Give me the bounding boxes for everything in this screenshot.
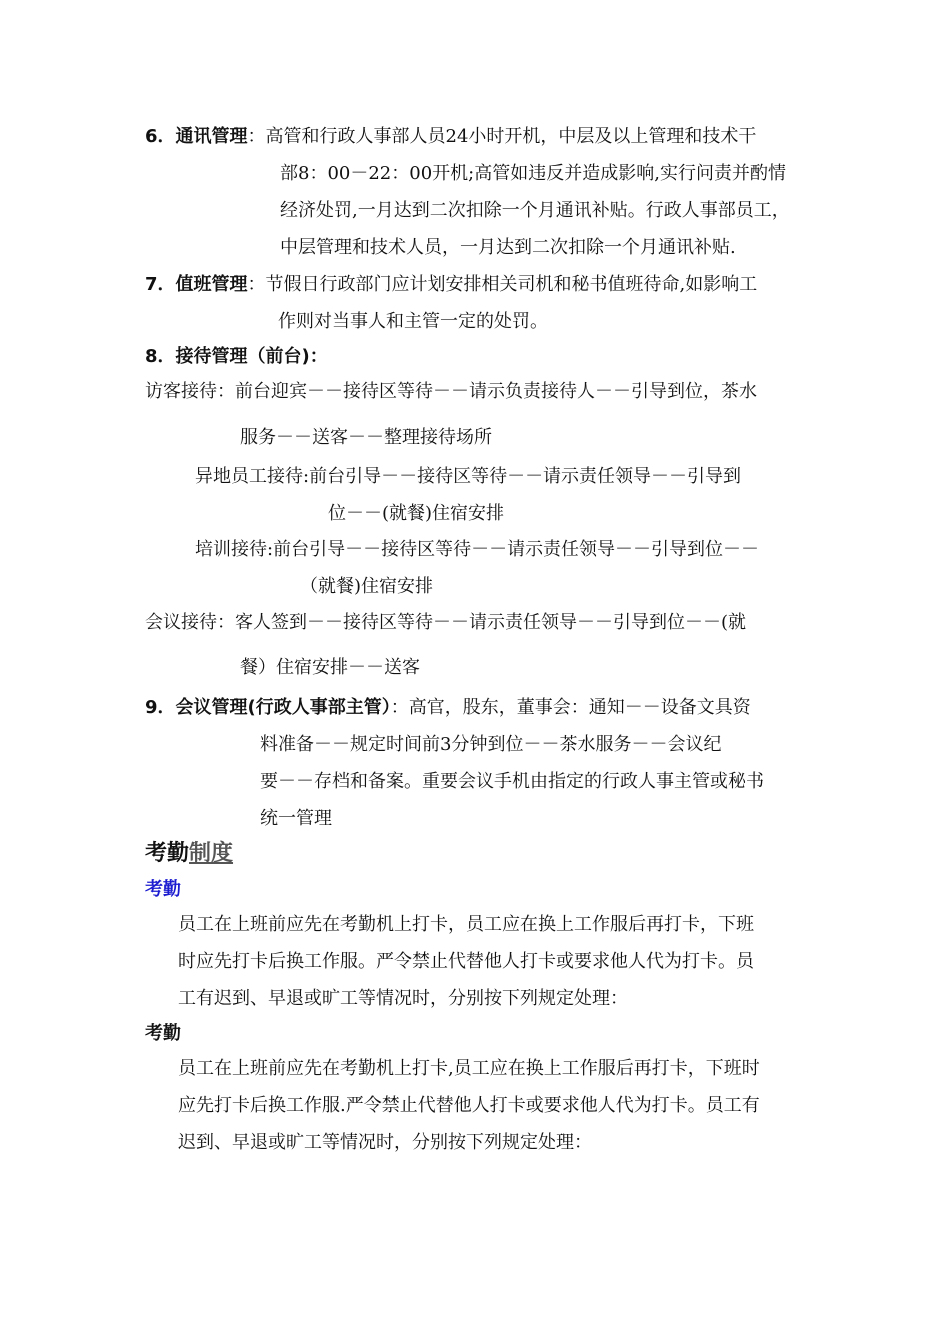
section-8-heading	[145, 346, 328, 368]
remote-staff-reception-line-1: 异地员工接待:前台引导－－接待区等待－－请示责任领导－－引导到	[195, 466, 742, 487]
attendance-para-1-line-2: 时应先打卡后换工作服。严令禁止代替他人打卡或要求他人代为打卡。员	[178, 951, 754, 972]
section-6-line-3: 经济处罚,一月达到二次扣除一个月通讯补贴。行政人事部员工，	[280, 200, 790, 221]
meeting-reception-line-1: 会议接待：客人签到－－接待区等待－－请示责任领导－－引导到位－－(就	[145, 612, 747, 633]
section-title: 接待管理（前台)：	[175, 346, 328, 367]
section-text: 高管和行政人事部人员24小时开机，中层及以上管理和技术干	[265, 126, 757, 147]
section-number: 6．	[145, 126, 176, 147]
section-title: 会议管理(行政人事部主管）	[175, 697, 391, 718]
section-colon: ：	[247, 126, 266, 147]
meeting-reception-line-2: 餐）住宿安排－－送客	[240, 657, 420, 678]
section-6-line-4: 中层管理和技术人员，一月达到二次扣除一个月通讯补贴.	[280, 237, 736, 258]
visitor-reception-line-1: 访客接待：前台迎宾－－接待区等待－－请示负责接待人－－引导到位，茶水	[145, 381, 757, 402]
section-colon: ：	[390, 697, 409, 718]
attendance-subheading-1: 考勤	[145, 879, 181, 900]
section-text: 节假日行政部门应计划安排相关司机和秘书值班待命,如影响工	[265, 274, 758, 295]
section-6-line-2: 部8：00－22：00开机;高管如违反并造成影响,实行问责并酌情	[280, 163, 786, 184]
section-title: 通讯管理	[175, 126, 248, 147]
remote-staff-reception-line-2: 位－－(就餐)住宿安排	[328, 503, 505, 524]
attendance-para-2-line-1: 员工在上班前应先在考勤机上打卡,员工应在换上工作服后再打卡，下班时	[178, 1058, 760, 1079]
section-number: 7．	[145, 274, 176, 295]
attendance-para-2-line-2: 应先打卡后换工作服.严令禁止代替他人打卡或要求他人代为打卡。员工有	[178, 1095, 760, 1116]
section-number: 8．	[145, 346, 176, 367]
attendance-subheading-2: 考勤	[145, 1023, 181, 1044]
section-6-line-1	[145, 126, 756, 148]
section-7-line-1	[145, 274, 757, 296]
heading-link-part: 制度	[189, 841, 234, 866]
section-7-line-2: 作则对当事人和主管一定的处罚。	[278, 311, 548, 332]
section-9-line-3: 要－－存档和备案。重要会议手机由指定的行政人事主管或秘书	[260, 771, 764, 792]
section-9-line-4: 统一管理	[260, 808, 332, 829]
section-9-line-1	[145, 697, 751, 719]
visitor-reception-line-2: 服务－－送客－－整理接待场所	[240, 427, 492, 448]
section-number: 9．	[145, 697, 176, 718]
attendance-para-2-line-3: 迟到、早退或旷工等情况时，分别按下列规定处理：	[178, 1132, 592, 1153]
heading-part: 考勤	[145, 841, 190, 866]
section-9-line-2: 料准备－－规定时间前3分钟到位－－茶水服务－－会议纪	[260, 734, 722, 755]
section-colon: ：	[247, 274, 266, 295]
training-reception-line-1: 培训接待:前台引导－－接待区等待－－请示责任领导－－引导到位－－	[195, 539, 760, 560]
section-title: 值班管理	[175, 274, 248, 295]
attendance-para-1-line-1: 员工在上班前应先在考勤机上打卡，员工应在换上工作服后再打卡，下班	[178, 914, 754, 935]
training-reception-line-2: （就餐)住宿安排	[300, 576, 434, 597]
section-text: 高官，股东，董事会：通知－－设备文具资	[408, 697, 751, 718]
attendance-para-1-line-3: 工有迟到、早退或旷工等情况时，分别按下列规定处理：	[178, 988, 628, 1009]
attendance-policy-heading	[145, 840, 233, 868]
